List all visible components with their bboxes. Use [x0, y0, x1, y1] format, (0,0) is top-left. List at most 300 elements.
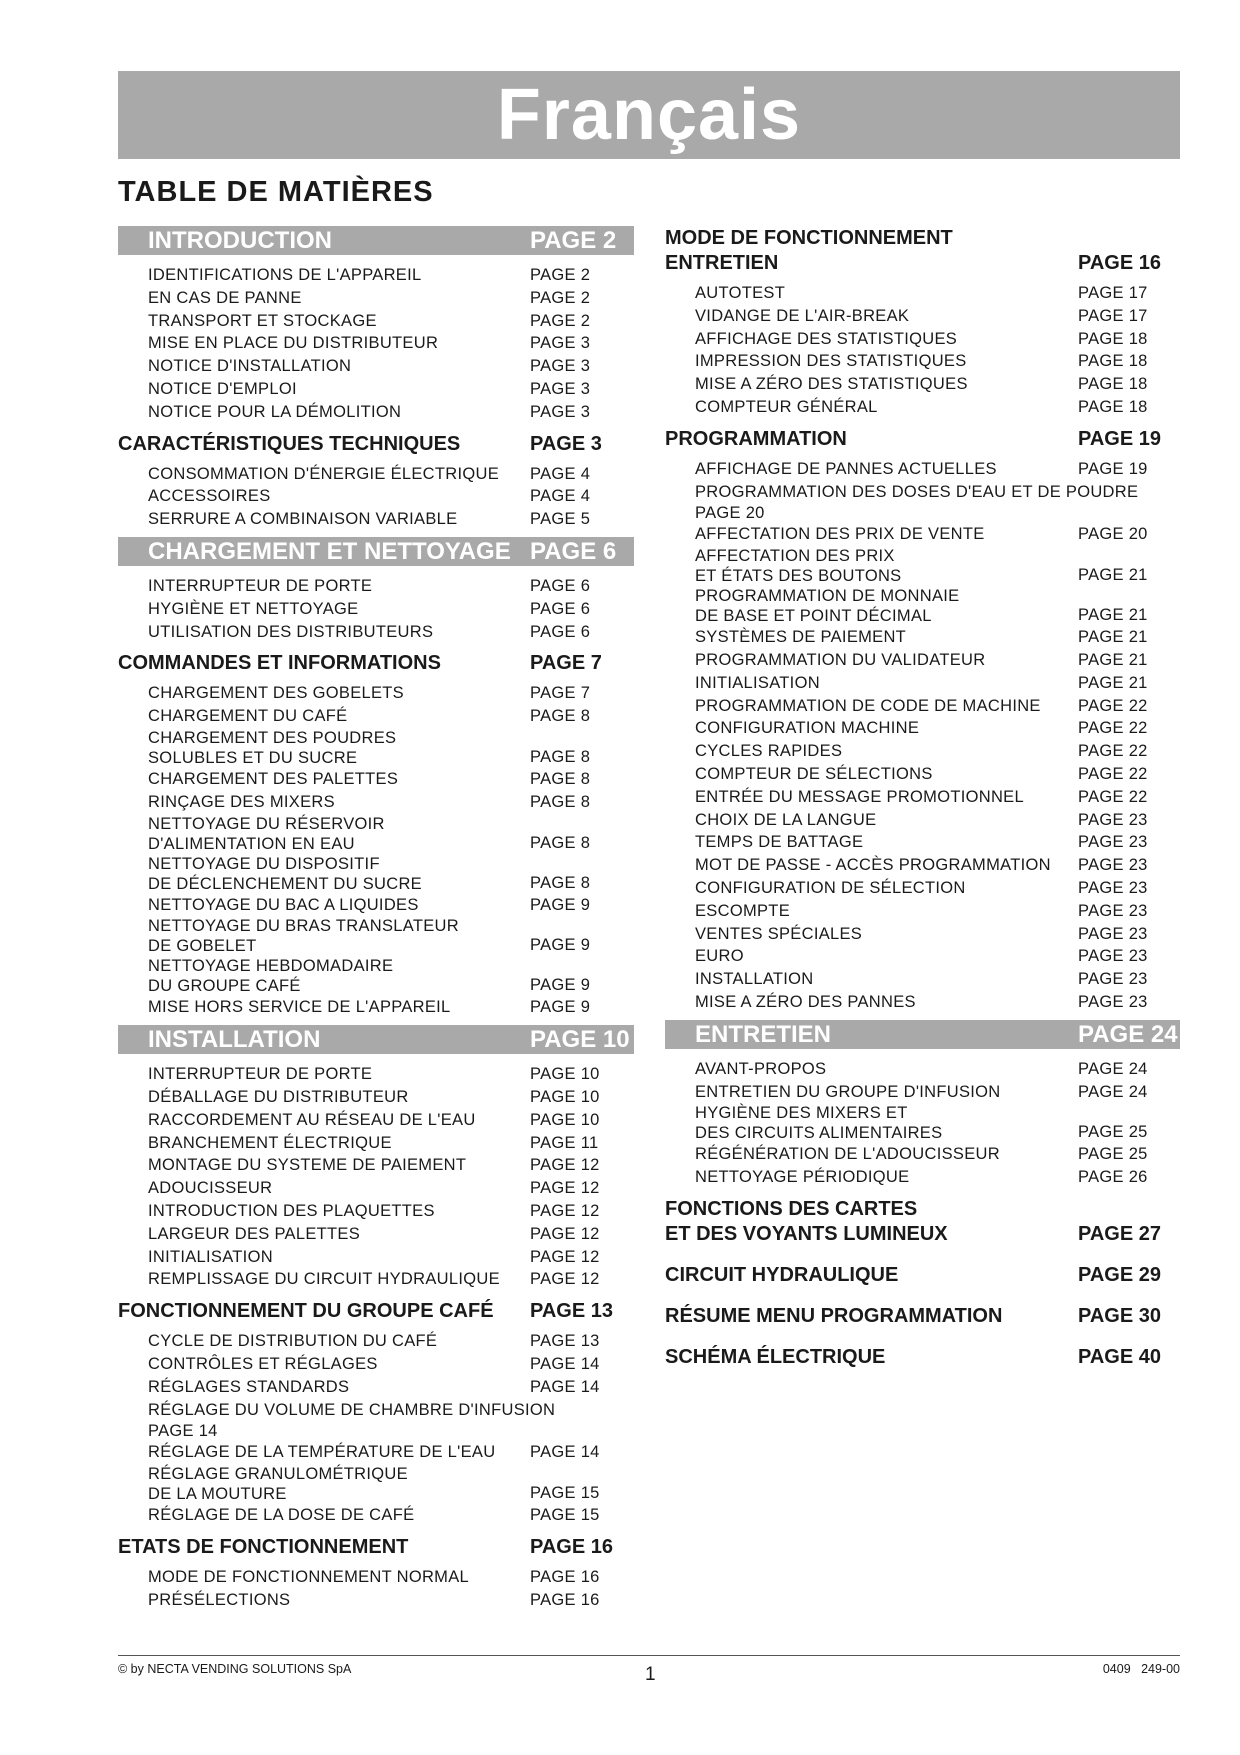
toc-entry-title: CYCLE DE DISTRIBUTION DU CAFÉ: [148, 1332, 438, 1351]
toc-entry-page: PAGE 6: [530, 599, 591, 618]
toc-entry-page: PAGE 10: [530, 1065, 600, 1084]
toc-entry-title: ENTRÉE DU MESSAGE PROMOTIONNEL: [695, 787, 1024, 806]
section-title: INTRODUCTION: [148, 227, 332, 254]
section-header-bar[interactable]: [118, 537, 634, 566]
toc-entry[interactable]: [118, 508, 634, 531]
toc-entry-page: PAGE 21: [1078, 650, 1148, 669]
toc-entry-page: PAGE 18: [1078, 397, 1148, 416]
toc-entry[interactable]: [665, 282, 1180, 305]
toc-entry-page: PAGE 21: [1078, 566, 1148, 585]
toc-entry-title: CHARGEMENT DU CAFÉ: [148, 707, 348, 726]
section-header[interactable]: [665, 1345, 1180, 1370]
toc-entry-title: [118, 956, 393, 996]
toc-entry-page: PAGE 17: [1078, 284, 1148, 302]
toc-entry-title: MONTAGE DU SYSTEME DE PAIEMENT: [148, 1156, 467, 1175]
toc-entry-title: REMPLISSAGE DU CIRCUIT HYDRAULIQUE: [148, 1270, 500, 1289]
toc-entry-title: AUTOTEST: [695, 284, 786, 302]
toc-entry-title: [118, 1464, 408, 1504]
toc-entry-page: PAGE 12: [530, 1247, 600, 1266]
toc-entry[interactable]: [665, 945, 1180, 968]
toc-entry[interactable]: [118, 728, 634, 768]
toc-entry-title: [118, 916, 459, 956]
toc-entry-title: NETTOYAGE DU BAC A LIQUIDES: [148, 895, 419, 914]
toc-entry-title: IDENTIFICATIONS DE L'APPAREIL: [148, 266, 422, 284]
toc-entry-title: COMPTEUR DE SÉLECTIONS: [695, 764, 933, 783]
toc-entry-page: PAGE 10: [530, 1110, 600, 1129]
toc-entry[interactable]: [118, 1086, 634, 1109]
toc-entry[interactable]: [118, 287, 634, 310]
section-header[interactable]: [665, 427, 1180, 452]
section-title: CARACTÉRISTIQUES TECHNIQUES: [118, 432, 461, 455]
toc-entry-line1: NETTOYAGE HEBDOMADAIRE: [148, 957, 394, 976]
toc-entry-title: [118, 728, 396, 768]
toc-entry[interactable]: [118, 1399, 634, 1442]
toc-entry-page: PAGE 16: [530, 1590, 600, 1609]
section-title: [665, 226, 953, 276]
toc-entry-line1: RÉGLAGE GRANULOMÉTRIQUE: [148, 1465, 408, 1484]
toc-entry[interactable]: [665, 717, 1180, 740]
toc-entry[interactable]: [118, 264, 634, 287]
toc-entry[interactable]: [118, 1246, 634, 1269]
toc-entry-page: PAGE 3: [530, 357, 591, 376]
toc-entry-line2: ET ÉTATS DES BOUTONS: [695, 567, 902, 586]
toc-entry-line2: DES CIRCUITS ALIMENTAIRES: [695, 1124, 943, 1143]
toc-entry-page: PAGE 25: [1078, 1145, 1148, 1164]
toc-entry[interactable]: [118, 1330, 634, 1353]
section-title: SCHÉMA ÉLECTRIQUE: [665, 1345, 886, 1368]
toc-entry[interactable]: [665, 1081, 1180, 1104]
toc-entry-title: MOT DE PASSE - ACCÈS PROGRAMMATION: [695, 856, 1051, 875]
toc-entry[interactable]: [665, 328, 1180, 351]
toc-entry-title: CHARGEMENT DES PALETTES: [148, 769, 399, 788]
footer-divider: [118, 1655, 1180, 1656]
toc-entry[interactable]: [665, 740, 1180, 763]
toc-entry[interactable]: [665, 481, 1180, 524]
toc-entry-line1: PROGRAMMATION DE MONNAIE: [695, 587, 960, 606]
toc-entry-page: PAGE 3: [530, 402, 591, 421]
toc-entry-page: PAGE 23: [1078, 924, 1148, 943]
toc-right-column: [665, 226, 1180, 1376]
toc-entry[interactable]: [665, 523, 1180, 546]
toc-entry-line2: DU GROUPE CAFÉ: [148, 977, 301, 996]
toc-entry-title: DÉBALLAGE DU DISTRIBUTEUR: [148, 1087, 409, 1106]
toc-entry-title: RÉGLAGES STANDARDS: [148, 1377, 350, 1396]
toc-entry-title: SYSTÈMES DE PAIEMENT: [695, 628, 907, 647]
toc-entry-title: [118, 814, 385, 854]
toc-entry-page: PAGE 22: [1078, 696, 1148, 715]
section-title: ETATS DE FONCTIONNEMENT: [118, 1535, 409, 1558]
toc-entry-title: INTERRUPTEUR DE PORTE: [148, 576, 373, 595]
toc-entry-page: PAGE 12: [530, 1156, 600, 1175]
toc-entry[interactable]: [118, 575, 634, 598]
toc-entry-title: PROGRAMMATION DU VALIDATEUR: [695, 650, 986, 669]
toc-entry-title: [665, 586, 960, 626]
section-header[interactable]: [665, 1304, 1180, 1329]
section-header-bar[interactable]: [665, 1020, 1180, 1049]
section-page: PAGE 24: [1078, 1020, 1178, 1048]
toc-entry[interactable]: [118, 1376, 634, 1399]
toc-entry-page: PAGE 3: [530, 379, 591, 398]
toc-entry[interactable]: [118, 996, 634, 1019]
toc-entry[interactable]: [665, 900, 1180, 923]
toc-entry-title: [665, 546, 901, 586]
section-header[interactable]: [665, 226, 1180, 276]
toc-entry-page: PAGE 14: [530, 1354, 600, 1373]
toc-entry-line2: DE LA MOUTURE: [148, 1485, 287, 1504]
toc-entry-title: HYGIÈNE ET NETTOYAGE: [148, 599, 359, 618]
toc-entry-page: PAGE 18: [1078, 375, 1148, 394]
toc-entry-page: PAGE 8: [530, 873, 591, 892]
toc-entry-title: NOTICE D'INSTALLATION: [148, 357, 352, 376]
toc-entry[interactable]: [118, 378, 634, 401]
toc-entry-page: PAGE 24: [1078, 1059, 1148, 1078]
section-title: INSTALLATION: [148, 1026, 321, 1054]
toc-entry-title: CHARGEMENT DES GOBELETS: [148, 684, 404, 703]
footer-copyright: © by NECTA VENDING SOLUTIONS SpA: [118, 1662, 352, 1676]
toc-entry-page: PAGE 2: [530, 266, 591, 284]
toc-entry[interactable]: [118, 485, 634, 508]
toc-entry-page: PAGE 5: [530, 510, 591, 529]
toc-entry[interactable]: [665, 586, 1180, 626]
toc-entry-line1: AFFECTATION DES PRIX: [695, 547, 895, 566]
toc-entry[interactable]: [118, 1063, 634, 1086]
toc-entry[interactable]: [118, 791, 634, 814]
toc-entry[interactable]: [118, 1154, 634, 1177]
toc-entry-title: ACCESSOIRES: [148, 487, 271, 506]
toc-entry[interactable]: [665, 1166, 1180, 1189]
section-header[interactable]: [118, 651, 634, 676]
toc-entry-page: PAGE 6: [530, 576, 591, 595]
section-title: ENTRETIEN: [695, 1020, 832, 1048]
toc-entry-title: AVANT-PROPOS: [695, 1059, 827, 1078]
toc-entry-title: [665, 1103, 942, 1143]
toc-entry-line1: NETTOYAGE DU DISPOSITIF: [148, 854, 380, 873]
toc-entry[interactable]: [665, 1058, 1180, 1081]
toc-entry-page: PAGE 4: [530, 487, 591, 506]
section-page: PAGE 40: [1078, 1345, 1161, 1368]
section-page: PAGE 13: [530, 1300, 613, 1323]
toc-entry[interactable]: [118, 956, 634, 996]
section-page: PAGE 16: [1078, 252, 1161, 274]
section-page: PAGE 30: [1078, 1304, 1161, 1327]
toc-entry[interactable]: [118, 1223, 634, 1246]
toc-entry[interactable]: [118, 705, 634, 728]
toc-entry-title: COMPTEUR GÉNÉRAL: [695, 397, 878, 416]
toc-entry[interactable]: [118, 1268, 634, 1291]
toc-entry-title: INITIALISATION: [695, 673, 820, 692]
toc-entry[interactable]: [665, 672, 1180, 695]
section-title: PROGRAMMATION: [665, 427, 847, 450]
toc-entry-title: NOTICE POUR LA DÉMOLITION: [148, 402, 402, 421]
toc-entry-page: PAGE 12: [530, 1201, 600, 1220]
section-page: PAGE 6: [530, 537, 617, 565]
toc-entry[interactable]: [118, 1441, 634, 1464]
section-page: PAGE 10: [530, 1026, 630, 1054]
toc-entry-title: BRANCHEMENT ÉLECTRIQUE: [148, 1133, 392, 1152]
section-title-line2: ET DES VOYANTS LUMINEUX: [665, 1222, 948, 1245]
toc-entry-title: RÉGÉNÉRATION DE L'ADOUCISSEUR: [695, 1145, 1000, 1164]
toc-entry[interactable]: [118, 463, 634, 486]
toc-entry-line2: DE GOBELET: [148, 937, 257, 956]
toc-entry-title: INITIALISATION: [148, 1247, 273, 1266]
toc-entry-page: PAGE 15: [530, 1484, 600, 1503]
section-page: PAGE 29: [1078, 1263, 1161, 1286]
toc-entry[interactable]: [118, 598, 634, 621]
toc-entry-page: PAGE 12: [530, 1270, 600, 1289]
toc-entry-title: [118, 854, 422, 894]
language-banner: Français: [118, 71, 1180, 159]
toc-entry-page: PAGE 21: [1078, 628, 1148, 647]
toc-entry-page: PAGE 11: [530, 1133, 599, 1152]
toc-entry[interactable]: [118, 1132, 634, 1155]
section-header[interactable]: [665, 1263, 1180, 1288]
toc-entry[interactable]: [118, 1109, 634, 1132]
toc-entry-page: PAGE 7: [530, 684, 591, 703]
toc-entry-page: PAGE 9: [530, 998, 591, 1017]
toc-entry-title: RÉGLAGE DE LA TEMPÉRATURE DE L'EAU: [148, 1443, 496, 1462]
toc-entry[interactable]: [665, 458, 1180, 481]
toc-entry-title: RINÇAGE DES MIXERS: [148, 792, 335, 811]
toc-entry-title: NETTOYAGE PÉRIODIQUE: [695, 1168, 910, 1187]
toc-entry[interactable]: [665, 1103, 1180, 1143]
toc-entry-page: PAGE 24: [1078, 1082, 1148, 1101]
toc-entry[interactable]: [665, 786, 1180, 809]
toc-entry[interactable]: [665, 877, 1180, 900]
section-page: PAGE 7: [530, 652, 602, 675]
toc-entry-title: MISE EN PLACE DU DISTRIBUTEUR: [148, 334, 439, 353]
toc-entry-page: PAGE 8: [530, 769, 591, 788]
toc-entry[interactable]: [118, 916, 634, 956]
toc-entry-page: PAGE 23: [1078, 810, 1148, 829]
toc-entry[interactable]: [118, 1353, 634, 1376]
toc-entry-page: PAGE 22: [1078, 719, 1148, 738]
toc-entry-line1: HYGIÈNE DES MIXERS ET: [695, 1104, 908, 1123]
section-page: PAGE 27: [1078, 1222, 1161, 1245]
toc-entry[interactable]: [118, 814, 634, 854]
toc-entry-page: PAGE 14: [148, 1422, 218, 1441]
toc-entry-title: INTERRUPTEUR DE PORTE: [148, 1065, 373, 1084]
toc-entry-title: CONSOMMATION D'ÉNERGIE ÉLECTRIQUE: [148, 464, 500, 483]
toc-entry-title: VIDANGE DE L'AIR-BREAK: [695, 306, 910, 325]
toc-entry-title: ENTRETIEN DU GROUPE D'INFUSION: [695, 1082, 1001, 1101]
toc-entry-page: PAGE 23: [1078, 901, 1148, 920]
toc-entry-title: RÉGLAGE DE LA DOSE DE CAFÉ: [148, 1506, 415, 1525]
toc-entry-page: PAGE 22: [1078, 764, 1148, 783]
toc-entry-title: EN CAS DE PANNE: [148, 288, 302, 307]
section-title: RÉSUME MENU PROGRAMMATION: [665, 1304, 1003, 1327]
toc-entry-page: PAGE 10: [530, 1087, 600, 1106]
toc-entry-page: PAGE 9: [530, 895, 591, 914]
toc-entry-line1: CHARGEMENT DES POUDRES: [148, 728, 397, 747]
toc-entry[interactable]: [665, 305, 1180, 328]
toc-entry-page: PAGE 20: [695, 504, 765, 523]
section-title: CIRCUIT HYDRAULIQUE: [665, 1263, 899, 1286]
toc-entry[interactable]: [118, 1589, 634, 1612]
section-header[interactable]: [118, 1535, 634, 1560]
toc-entry-page: PAGE 9: [530, 976, 591, 995]
toc-entry[interactable]: [118, 401, 634, 424]
toc-entry-page: PAGE 8: [530, 747, 591, 766]
toc-entry[interactable]: [665, 809, 1180, 832]
section-title: [665, 1197, 948, 1247]
toc-entry-title: MISE A ZÉRO DES STATISTIQUES: [695, 375, 968, 394]
toc-entry[interactable]: [118, 768, 634, 791]
toc-entry-page: PAGE 18: [1078, 329, 1148, 348]
toc-entry-page: PAGE 17: [1078, 306, 1148, 325]
toc-entry-title: TEMPS DE BATTAGE: [695, 833, 864, 852]
toc-entry[interactable]: [118, 332, 634, 355]
toc-entry[interactable]: [118, 682, 634, 705]
toc-entry-page: PAGE 23: [1078, 856, 1148, 875]
toc-entry[interactable]: [118, 1504, 634, 1527]
toc-entry-page: PAGE 22: [1078, 787, 1148, 806]
toc-entry-page: PAGE 23: [1078, 947, 1148, 966]
toc-entry-title: AFFICHAGE DES STATISTIQUES: [695, 329, 958, 348]
toc-entry[interactable]: [665, 923, 1180, 946]
toc-entry-page: PAGE 19: [1078, 459, 1148, 478]
toc-entry-title: ADOUCISSEUR: [148, 1179, 273, 1198]
toc-entry-page: PAGE 18: [1078, 352, 1148, 371]
toc-entry-page: PAGE 23: [1078, 878, 1148, 897]
toc-entry-page: PAGE 21: [1078, 606, 1148, 625]
toc-entry-title: CONFIGURATION DE SÉLECTION: [695, 878, 966, 897]
section-header[interactable]: [665, 1197, 1180, 1247]
toc-entry-title: NOTICE D'EMPLOI: [148, 379, 297, 398]
section-title-line1: MODE DE FONCTIONNEMENT: [665, 227, 953, 249]
section-page: PAGE 3: [530, 432, 602, 455]
toc-entry-page: PAGE 8: [530, 792, 591, 811]
toc-entry-page: PAGE 26: [1078, 1168, 1148, 1187]
toc-entry[interactable]: [665, 854, 1180, 877]
toc-entry[interactable]: [118, 621, 634, 644]
toc-entry-title: RÉGLAGE DU VOLUME DE CHAMBRE D'INFUSION: [148, 1400, 556, 1419]
toc-entry[interactable]: [665, 831, 1180, 854]
section-header-bar[interactable]: [118, 226, 634, 255]
section-page: PAGE 2: [530, 227, 617, 254]
toc-entry-page: PAGE 23: [1078, 992, 1148, 1011]
page-number: 1: [645, 1664, 656, 1685]
toc-entry-page: PAGE 12: [530, 1179, 600, 1198]
toc-entry-page: PAGE 4: [530, 464, 591, 483]
section-title-line1: FONCTIONS DES CARTES: [665, 1197, 918, 1220]
toc-entry[interactable]: [665, 695, 1180, 718]
section-title: COMMANDES ET INFORMATIONS: [118, 652, 441, 675]
toc-entry[interactable]: [665, 373, 1180, 396]
toc-entry-title: EURO: [695, 947, 744, 966]
toc-entry[interactable]: [665, 649, 1180, 672]
toc-entry-title: MODE DE FONCTIONNEMENT NORMAL: [148, 1567, 469, 1586]
toc-entry-title: SERRURE A COMBINAISON VARIABLE: [148, 510, 458, 529]
toc-entry[interactable]: [665, 350, 1180, 373]
toc-entry[interactable]: [665, 991, 1180, 1014]
toc-entry[interactable]: [118, 355, 634, 378]
toc-entry[interactable]: [665, 1143, 1180, 1166]
toc-entry-title: CHOIX DE LA LANGUE: [695, 810, 877, 829]
toc-entry-page: PAGE 15: [530, 1506, 600, 1525]
toc-entry-page: PAGE 25: [1078, 1123, 1148, 1142]
toc-title: TABLE DE MATIÈRES: [118, 176, 434, 208]
toc-entry[interactable]: [118, 1177, 634, 1200]
toc-entry-title: PRÉSÉLECTIONS: [148, 1590, 291, 1609]
toc-entry-title: MISE A ZÉRO DES PANNES: [695, 992, 916, 1011]
toc-entry[interactable]: [118, 310, 634, 333]
section-header[interactable]: [118, 432, 634, 457]
section-page: PAGE 19: [1078, 427, 1161, 450]
toc-entry[interactable]: [665, 626, 1180, 649]
toc-entry-line2: D'ALIMENTATION EN EAU: [148, 834, 355, 853]
toc-entry-page: PAGE 8: [530, 833, 591, 852]
toc-entry-line2: DE BASE ET POINT DÉCIMAL: [695, 607, 932, 626]
toc-entry-title: UTILISATION DES DISTRIBUTEURS: [148, 622, 434, 641]
section-page: PAGE 16: [530, 1535, 613, 1558]
toc-entry-title: ESCOMPTE: [695, 901, 790, 920]
toc-entry-title: INTRODUCTION DES PLAQUETTES: [148, 1201, 435, 1220]
toc-entry-page: PAGE 16: [530, 1567, 600, 1586]
toc-entry[interactable]: [118, 854, 634, 894]
toc-entry-title: AFFECTATION DES PRIX DE VENTE: [695, 525, 985, 544]
toc-left-column: [118, 226, 634, 1611]
section-title-line2: ENTRETIEN: [665, 252, 779, 274]
toc-entry-page: PAGE 22: [1078, 742, 1148, 761]
toc-entry-title: RACCORDEMENT AU RÉSEAU DE L'EAU: [148, 1110, 476, 1129]
toc-entry-page: PAGE 9: [530, 936, 591, 955]
toc-entry-page: PAGE 20: [1078, 525, 1148, 544]
toc-entry-page: PAGE 23: [1078, 970, 1148, 989]
section-header-bar[interactable]: [118, 1025, 634, 1054]
section-header[interactable]: [118, 1299, 634, 1324]
footer-doc-code: 0409 249-00: [1102, 1662, 1180, 1676]
toc-entry-page: PAGE 12: [530, 1224, 600, 1243]
toc-entry-line2: DE DÉCLENCHEMENT DU SUCRE: [148, 874, 422, 893]
toc-entry-title: LARGEUR DES PALETTES: [148, 1224, 360, 1243]
toc-entry[interactable]: [665, 968, 1180, 991]
toc-entry-line1: NETTOYAGE DU RÉSERVOIR: [148, 814, 385, 833]
toc-entry[interactable]: [665, 396, 1180, 419]
toc-entry-title: PROGRAMMATION DE CODE DE MACHINE: [695, 696, 1041, 715]
toc-entry-title: VENTES SPÉCIALES: [695, 924, 863, 943]
toc-entry[interactable]: [665, 546, 1180, 586]
toc-entry-title: IMPRESSION DES STATISTIQUES: [695, 352, 967, 371]
toc-entry[interactable]: [118, 1200, 634, 1223]
toc-entry[interactable]: [118, 1566, 634, 1589]
toc-entry-page: PAGE 21: [1078, 673, 1148, 692]
section-title: FONCTIONNEMENT DU GROUPE CAFÉ: [118, 1300, 494, 1323]
toc-entry-page: PAGE 13: [530, 1332, 600, 1351]
toc-entry-title: INSTALLATION: [695, 970, 814, 989]
toc-entry-page: PAGE 8: [530, 707, 591, 726]
toc-entry-title: CYCLES RAPIDES: [695, 742, 843, 761]
toc-entry-title: CONTRÔLES ET RÉGLAGES: [148, 1354, 378, 1373]
toc-entry-page: PAGE 6: [530, 622, 591, 641]
toc-entry-line2: SOLUBLES ET DU SUCRE: [148, 748, 358, 767]
toc-entry[interactable]: [665, 763, 1180, 786]
toc-entry[interactable]: [118, 894, 634, 917]
toc-entry-page: PAGE 2: [530, 288, 591, 307]
toc-entry-line1: NETTOYAGE DU BRAS TRANSLATEUR: [148, 917, 459, 936]
toc-entry-page: PAGE 23: [1078, 833, 1148, 852]
toc-entry-title: MISE HORS SERVICE DE L'APPAREIL: [148, 998, 451, 1017]
toc-entry[interactable]: [118, 1464, 634, 1504]
toc-entry-page: PAGE 14: [530, 1443, 600, 1462]
toc-entry-title: PROGRAMMATION DES DOSES D'EAU ET DE POUDRE: [695, 482, 1139, 501]
toc-entry-page: PAGE 14: [530, 1377, 600, 1396]
toc-entry-title: CONFIGURATION MACHINE: [695, 719, 920, 738]
toc-entry-page: PAGE 3: [530, 334, 591, 353]
toc-entry-page: PAGE 2: [530, 311, 591, 330]
section-title: CHARGEMENT ET NETTOYAGE: [148, 537, 511, 565]
toc-entry-title: AFFICHAGE DE PANNES ACTUELLES: [695, 459, 997, 478]
toc-entry-title: TRANSPORT ET STOCKAGE: [148, 311, 377, 330]
